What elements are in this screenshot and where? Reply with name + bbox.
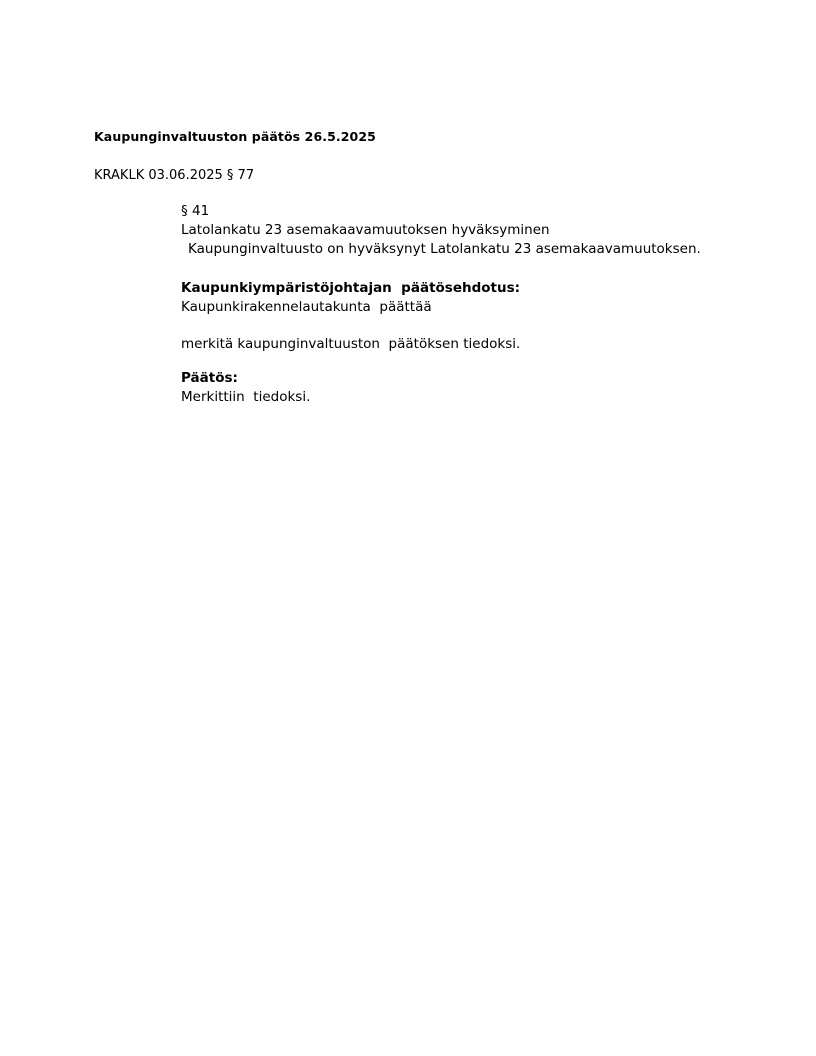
decision-body: Merkittiin tiedoksi. [181,388,311,405]
proposal-heading: Kaupunkiympäristöjohtajan päätösehdotus: [181,280,521,297]
section-title: Latolankatu 23 asemakaavamuutoksen hyväksyminen [181,222,550,238]
spacer [181,259,741,279]
document-body [181,203,741,407]
decision-heading: Päätös: [181,369,238,386]
spacer [181,354,741,369]
section-body: Kaupunginvaltuusto on hyväksynyt Latolankatu 23 asemakaavamuutoksen. [188,241,701,258]
proposal-body: Kaupunkirakennelautakunta päättää [181,299,432,316]
reference-line: KRAKLK 03.06.2025 § 77 [94,168,255,183]
spacer [181,318,741,335]
section-number: § 41 [181,203,210,219]
page-title: Kaupunginvaltuuston päätös 26.5.2025 [94,129,376,144]
proposal-action: merkitä kaupunginvaltuuston päätöksen tiedoksi. [181,335,521,352]
